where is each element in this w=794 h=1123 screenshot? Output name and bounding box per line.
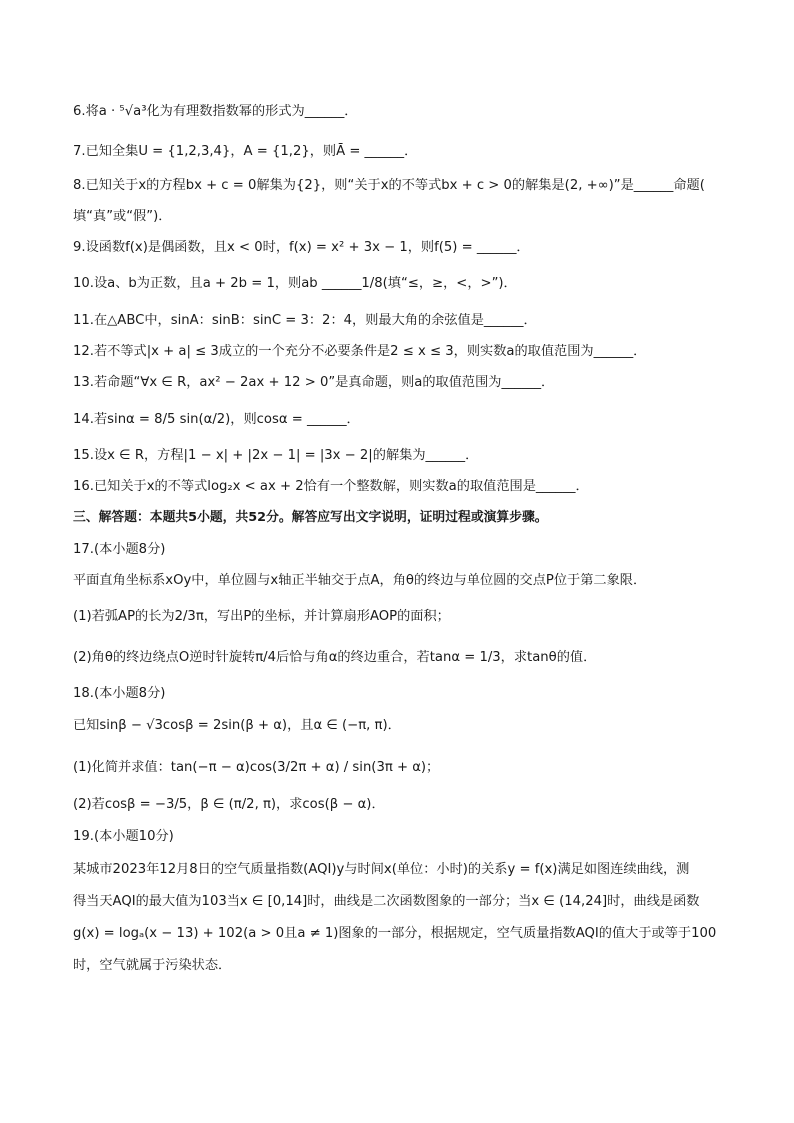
question-11: 11.在△ABC中，sinA：sinB：sinC = 3：2：4，则最大角的余弦值是______． <box>73 313 537 328</box>
question-17-part-1: (1)若弧AP的长为2/3π，写出P的坐标，并计算扇形AOP的面积； <box>73 609 450 624</box>
question-18-part-2: (2)若cosβ = −3/5，β ∈ (π/2, π)，求cos(β − α)． <box>73 797 385 812</box>
question-19-stem-4: 时，空气就属于污染状态． <box>73 958 232 973</box>
question-18-heading: 18.(本小题8分) <box>73 686 166 701</box>
question-14: 14.若sinα = 8/5 sin(α/2)，则cosα = ______． <box>73 412 360 427</box>
question-15: 15.设x ∈ R，方程|1 − x| + |2x − 1| = |3x − 2|的解集为______． <box>73 448 479 463</box>
question-6: 6.将a · ⁵√a³化为有理数指数幂的形式为______． <box>73 104 358 119</box>
question-8-line-1: 8.已知关于x的方程bx + c = 0解集为{2}，则“关于x的不等式bx + c > 0的解集是(2, +∞)”是______命题( <box>73 178 705 193</box>
question-18-stem: 已知sinβ − √3cosβ = 2sin(β + α)，且α ∈ (−π, π)． <box>73 718 401 733</box>
question-19-stem-3: g(x) = logₐ(x − 13) + 102(a > 0且a ≠ 1)图象的一部分，根据规定，空气质量指数AQI的值大于或等于100 <box>73 926 717 941</box>
question-19-heading: 19.(本小题10分) <box>73 829 174 844</box>
question-17-part-2: (2)角θ的终边绕点O逆时针旋转π/4后恰与角α的终边重合，若tanα = 1/3，求tanθ的值． <box>73 650 597 665</box>
question-17-heading: 17.(本小题8分) <box>73 542 166 557</box>
question-9: 9.设函数f(x)是偶函数，且x < 0时，f(x) = x² + 3x − 1，则f(5) = ______． <box>73 240 530 255</box>
question-10: 10.设a、b为正数，且a + 2b = 1，则ab ______1/8(填“≤，≥，<，>”)． <box>73 276 517 291</box>
question-12: 12.若不等式|x + a| ≤ 3成立的一个充分不必要条件是2 ≤ x ≤ 3，则实数a的取值范围为______． <box>73 344 647 359</box>
question-13: 13.若命题“∀x ∈ R，ax² − 2ax + 12 > 0”是真命题，则a的取值范围为______． <box>73 375 555 390</box>
question-19-stem-2: 得当天AQI的最大值为103当x ∈ [0,14]时，曲线是二次函数图象的一部分；当x ∈ (14,24]时，曲线是函数 <box>73 894 700 909</box>
question-17-stem: 平面直角坐标系xOy中，单位圆与x轴正半轴交于点A，角θ的终边与单位圆的交点P位于第二象限． <box>73 573 647 588</box>
question-19-stem-1: 某城市2023年12月8日的空气质量指数(AQI)y与时间x(单位：小时)的关系y = f(x)满足如图连续曲线，测 <box>73 862 690 877</box>
question-16: 16.已知关于x的不等式log₂x < ax + 2恰有一个整数解，则实数a的取值范围是______． <box>73 479 589 494</box>
question-18-part-1: (1)化简并求值：tan(−π − α)cos(3/2π + α) / sin(3π + α)； <box>73 760 440 775</box>
section-3-heading: 三、解答题：本题共5小题，共52分。解答应写出文字说明，证明过程或演算步骤。 <box>73 510 548 525</box>
question-7: 7.已知全集U = {1,2,3,4}，A = {1,2}，则Ā = ______． <box>73 144 418 159</box>
question-8-line-2: 填“真”或“假”)． <box>73 209 172 224</box>
